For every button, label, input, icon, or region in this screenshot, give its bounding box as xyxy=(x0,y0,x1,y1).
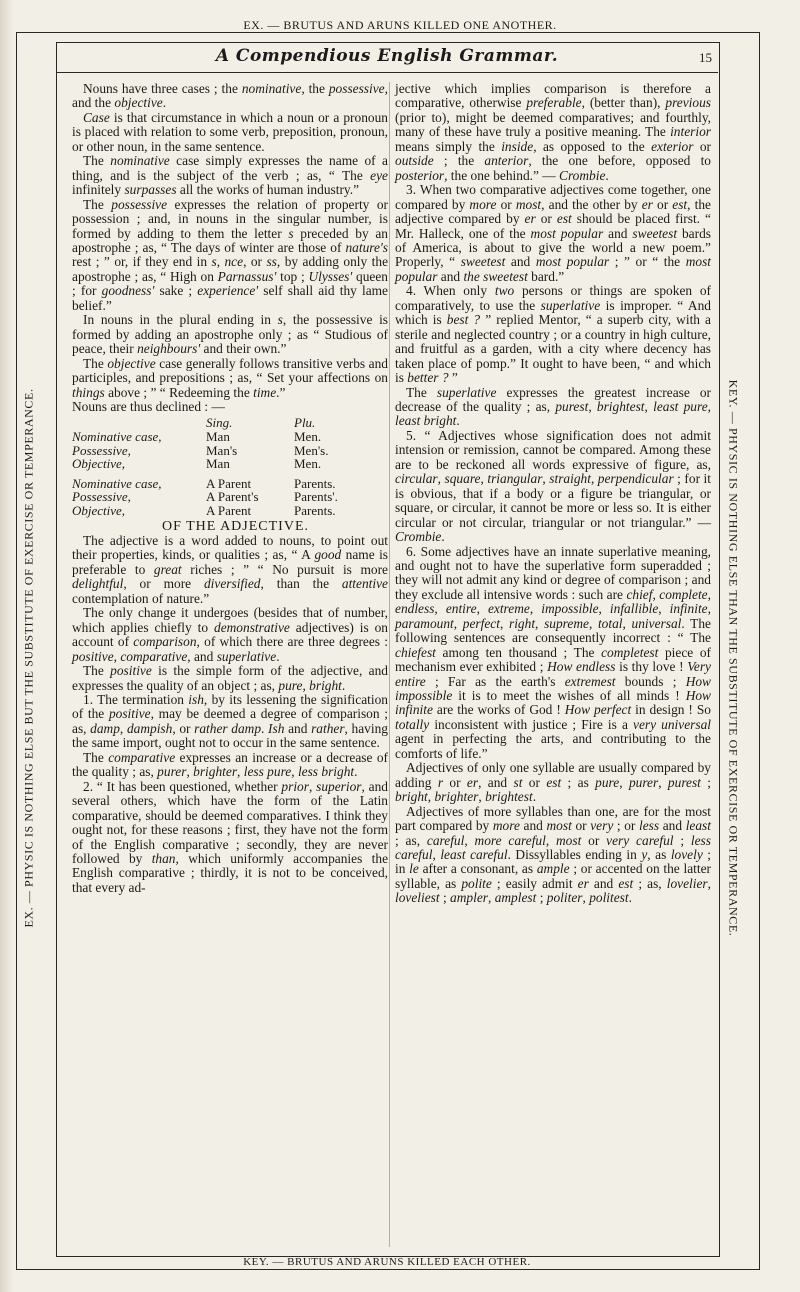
paragraph-note-1: 1. The termination ish, by its lessening the signification of the positive, may be deemed a degree of comparison ; as, damp, dampish, or rather damp. Ish and rather, having the same import, ought not to occur in the same sentence. xyxy=(72,692,388,751)
declension-row: Objective, Man Men. xyxy=(72,456,322,472)
declension-row: Possessive, Man's Men's. xyxy=(72,442,329,458)
page-number: 15 xyxy=(699,50,712,65)
left-exercise-banner: EX. — PHYSIC IS NOTHING ELSE BUT THE SUBSTITUTE OF EXERCISE OR TEMPERANCE. xyxy=(21,388,36,928)
column-divider xyxy=(389,82,390,1247)
paragraph-continuation: jective which implies comparison is therefore a comparative, otherwise preferable, (better than), previous (prior to), might be deemed comparatives; and fourthly, many of these have truly a positive meaning. The interior means simply the inside, as opposed to the exterior or outside ; the anterior, the one before, opposed to posterior, the one behind.” — Crombie. xyxy=(395,81,711,183)
paragraph-note-5: 5. “ Adjectives whose signification does not admit intension or remission, cannot be compared. Among these are to be reckoned all words expressive of figure, as, circular, square, triangular, straight, perpendicular ; for it is obvious, that if a body or a figure be triangular, or square, or circular, it cannot be more or less so. It is either circular or not circular, triangular or not triangular.” — Crombie. xyxy=(395,427,711,545)
left-column xyxy=(72,82,388,895)
paragraph-positive: The positive is the simple form of the adjective, and expresses the quality of an object ; as, pure, bright. xyxy=(72,663,389,693)
paragraph-monosyllables: Adjectives of only one syllable are usually compared by adding r or er, and st or est ; as pure, purer, purest ; bright, brighter, brightest. xyxy=(395,760,711,805)
declension-row: Nominative case, Man Men. xyxy=(72,429,322,445)
right-column xyxy=(395,82,711,906)
section-heading-adjective: OF THE ADJECTIVE. xyxy=(161,518,310,534)
paragraph-comparison: The only change it undergoes (besides that of number, which applies chiefly to demonstrative adjectives) is on account of comparison, of which there are three degrees : positive, comparative, and superlative. xyxy=(72,605,388,664)
paragraph-note-4: 4. When only two persons or things are spoken of comparatively, to use the superlative is improper. “ And which is best ? ” replied Mentor, “ a superb city, with a sterile and neglected country ; or a country in high culture, and fruitful as a garden, with a city where decency has taken place of pomp.” It ought to have been, “ and which is better ? ” xyxy=(395,283,712,386)
declension-table xyxy=(72,416,372,517)
paragraph-cases: Nouns have three cases ; the nominative, the possessive, and the objective. xyxy=(72,81,388,111)
paragraph-plural-possessive: In nouns in the plural ending in s, the possessive is formed by adding an apostrophe only ; as “ Studious of peace, their neighbours' and their own.” xyxy=(72,312,389,357)
declension-row: Possessive, A Parent's Parents'. xyxy=(72,489,338,505)
paragraph-note-6: 6. Some adjectives have an innate superlative meaning, and ought not to have the superlative form superadded ; they will not admit any kind or degree of comparison ; and they exclude all intensive words : such are chief, complete, endless, entire, extreme, impossible, infallible, infinite, paramount, perfect, right, supreme, total, universal. The following sentences are consequently incorrect : “ The chiefest among ten thousand ; The completest piece of mechanism ever exhibited ; How endless is thy love ! Very entire ; Far as the earth's extremest bounds ; How impossible it is to meet the wishes of all minds ! How infinite are the works of God ! How perfect in design ! So totally inconsistent with justice ; Fire is a very universal agent in perfecting the arts, and contributing to the comforts of life.” xyxy=(395,543,711,761)
page-header xyxy=(56,42,718,73)
right-key-banner: KEY. — PHYSIC IS NOTHING ELSE THAN THE SUBSTITUTE OF EXERCISE OR TEMPERANCE. xyxy=(726,379,741,937)
paragraph-objective: The objective case generally follows transitive verbs and participles, and prepositions ; as, “ Set your affections on things above ; ” “ Redeeming the time.” xyxy=(72,355,388,400)
paragraph-adjective-definition: The adjective is a word added to nouns, to point out their properties, kinds, or qualities ; as, “ A good name is preferable to great riches ; ” “ No pursuit is more delightful, or more diversified, than the attentive contemplation of nature.” xyxy=(72,533,389,606)
paragraph-polysyllables: Adjectives of more syllables than one, are for the most part compared by more and most or very ; or less and least ; as, careful, more careful, most or very careful ; less careful, least careful. Dissyllables ending in y, as lovely ; in le after a consonant, as ample ; or accented on the latter syllable, as polite ; easily admit er and est ; as, lovelier, loveliest ; ampler, amplest ; politer, politest. xyxy=(395,803,712,906)
declension-row: Nominative case, A Parent Parents. xyxy=(72,475,336,491)
declension-intro: Nouns are thus declined : — xyxy=(72,398,225,414)
paragraph-note-2: 2. “ It has been questioned, whether prior, superior, and several others, which have the form of the Latin comparative, should be deemed comparatives. I think they ought not, for these reasons ; first, they have not the form of the English comparative ; secondly, they are never followed by than, which uniformly accompanies the English comparative ; thirdly, it is not to be conceived, that every ad- xyxy=(72,778,389,895)
paragraph-nominative: The nominative case simply expresses the name of a thing, and is the subject of the verb ; as, “ The eye infinitely surpasses all the works of human industry.” xyxy=(72,153,388,198)
running-title: A Compendious English Grammar. xyxy=(215,46,559,66)
paragraph-case-definition: Case is that circumstance in which a noun or a pronoun is placed with relation to some verb, preposition, pronoun, or other noun, in the same sentence. xyxy=(72,109,388,154)
paragraph-note-3: 3. When two comparative adjectives come together, one compared by more or most, and the other by er or est, the adjective compared by er or est should be placed first. “ Mr. Halleck, one of the most popular and sweetest bards of America, is about to give the world a new poem.” Properly, “ sweetest and most popular ; ” or “ the most popular and the sweetest bard.” xyxy=(395,182,712,284)
paragraph-possessive: The possessive expresses the relation of property or possession ; and, in nouns in the singular number, is formed by adding to them the letter s preceded by an apostrophe ; as, “ The days of winter are those of nature's rest ; ” or, if they end in s, nce, or ss, by adding only the apostrophe ; as, “ High on Parnassus' top ; Ulysses' queen ; for goodness' sake ; experience' self shall aid thy lame belief.” xyxy=(72,196,389,313)
page-edge-shadow xyxy=(0,0,14,1292)
declension-row: Objective, A Parent Parents. xyxy=(72,502,336,518)
paragraph-comparative: The comparative expresses an increase or a decrease of the quality ; as, purer, brighter, less pure, less bright. xyxy=(72,749,388,780)
paragraph-superlative: The superlative expresses the greatest increase or decrease of the quality ; as, purest, brightest, least pure, least bright. xyxy=(395,384,712,429)
declension-header-singular: Sing. xyxy=(206,415,233,431)
top-exercise-banner: EX. — BRUTUS AND ARUNS KILLED ONE ANOTHER. xyxy=(243,18,557,32)
declension-header-plural: Plu. xyxy=(294,415,316,431)
bottom-key-banner: KEY. — BRUTUS AND ARUNS KILLED EACH OTHER. xyxy=(243,1256,531,1268)
